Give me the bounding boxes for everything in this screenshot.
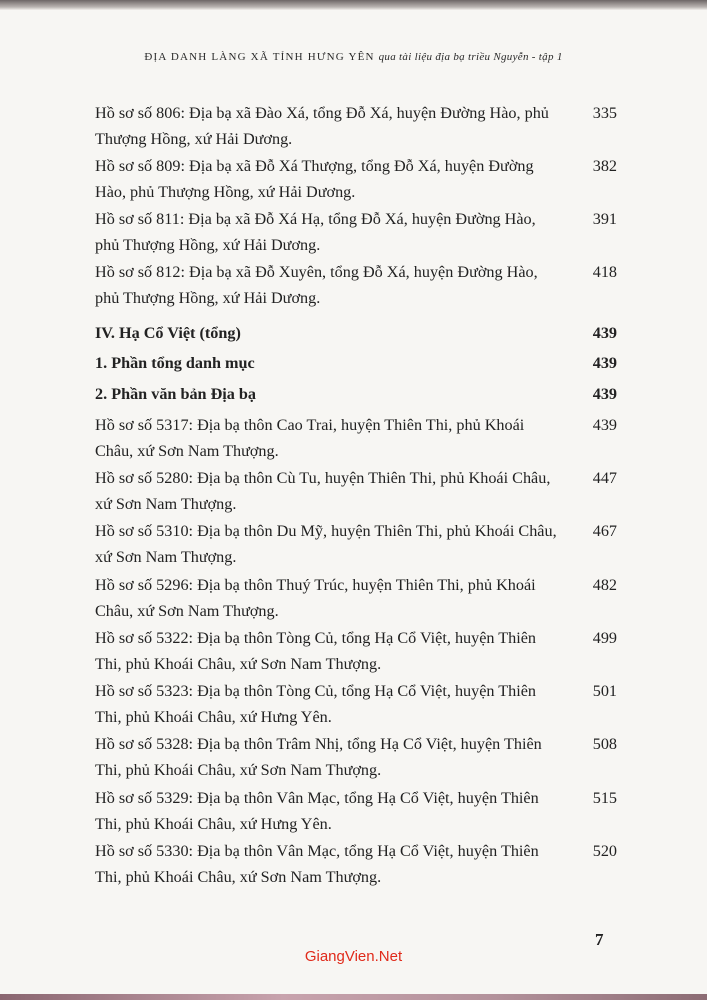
running-header [0, 51, 707, 63]
toc-entry-page: 439 [592, 354, 617, 372]
toc-entry-text: Hồ sơ số 5310: Địa bạ thôn Du Mỹ, huyện Thiên Thi, phủ Khoái Châu, xứ Sơn Nam Thượng. [95, 522, 557, 566]
toc-entry-page: 439 [592, 416, 617, 434]
toc-entry-text: Hồ sơ số 811: Địa bạ xã Đỗ Xá Hạ, tổng Đỗ Xá, huyện Đường Hào, phủ Thượng Hồng, xứ Hải Dương. [95, 210, 536, 254]
toc-entry-page: 439 [592, 385, 617, 403]
toc-entry-text: 1. Phần tổng danh mục [95, 354, 255, 372]
page-number: 7 [595, 930, 604, 949]
toc-entry-page: 391 [592, 210, 617, 228]
toc-entry-text: IV. Hạ Cổ Việt (tổng) [95, 324, 241, 342]
toc-entry-page: 382 [592, 157, 617, 175]
toc-entry-text: Hồ sơ số 5322: Địa bạ thôn Tòng Củ, tổng Hạ Cổ Việt, huyện Thiên Thi, phủ Khoái Châu, xứ Sơn Nam Thượng. [95, 629, 537, 673]
toc-entry-text: Hồ sơ số 809: Địa bạ xã Đỗ Xá Thượng, tổng Đỗ Xá, huyện Đường Hào, phủ Thượng Hồng, xứ Hải Dương. [95, 157, 534, 201]
toc-entry-page: 439 [592, 324, 617, 342]
toc-entry-text: Hồ sơ số 5317: Địa bạ thôn Cao Trai, huyện Thiên Thi, phủ Khoái Châu, xứ Sơn Nam Thượng. [95, 416, 525, 460]
toc-entry-text: 2. Phần văn bản Địa bạ [95, 385, 257, 403]
toc-entry-text: Hồ sơ số 5323: Địa bạ thôn Tòng Củ, tổng Hạ Cổ Việt, huyện Thiên Thi, phủ Khoái Châu, xứ Hưng Yên. [95, 682, 537, 726]
toc-entry-page: 418 [592, 263, 617, 281]
toc-entry-text: Hồ sơ số 5328: Địa bạ thôn Trâm Nhị, tổng Hạ Cổ Việt, huyện Thiên Thi, phủ Khoái Châu, xứ Sơn Nam Thượng. [95, 735, 542, 779]
toc-entry-page: 499 [592, 629, 617, 647]
page-bottom-edge [0, 994, 707, 1000]
watermark-text: GiangVien.Net [304, 948, 403, 965]
toc-entry-text: Hồ sơ số 812: Địa bạ xã Đỗ Xuyên, tổng Đỗ Xá, huyện Đường Hào, phủ Thượng Hồng, xứ Hải Dương. [95, 263, 538, 307]
toc-entry-page: 501 [592, 682, 617, 700]
toc-entry-page: 447 [592, 469, 617, 487]
toc-entry-page: 520 [592, 842, 617, 860]
toc-entry-text: Hồ sơ số 806: Địa bạ xã Đào Xá, tổng Đỗ Xá, huyện Đường Hào, phủ Thượng Hồng, xứ Hải Dương. [95, 104, 549, 148]
toc-entry-text: Hồ sơ số 5296: Địa bạ thôn Thuý Trúc, huyện Thiên Thi, phủ Khoái Châu, xứ Sơn Nam Thượng. [95, 576, 536, 620]
page-top-edge [0, 0, 707, 10]
toc-entry-text: Hồ sơ số 5329: Địa bạ thôn Vân Mạc, tổng Hạ Cổ Việt, huyện Thiên Thi, phủ Khoái Châu, xứ Hưng Yên. [95, 789, 539, 833]
toc-entry-page: 467 [592, 522, 617, 540]
toc-entry-page: 508 [592, 735, 617, 753]
toc-entry-text: Hồ sơ số 5280: Địa bạ thôn Cù Tu, huyện Thiên Thi, phủ Khoái Châu, xứ Sơn Nam Thượng. [95, 469, 551, 513]
header-subtitle: qua tài liệu địa bạ triều Nguyễn - tập 1 [378, 51, 563, 63]
header-title: ĐỊA DANH LÀNG XÃ TỈNH HƯNG YÊN [144, 51, 375, 63]
toc-entry-page: 515 [592, 789, 617, 807]
toc-entry-page: 482 [592, 576, 617, 594]
toc-entry-page: 335 [592, 104, 617, 122]
toc-entry-text: Hồ sơ số 5330: Địa bạ thôn Vân Mạc, tổng Hạ Cổ Việt, huyện Thiên Thi, phủ Khoái Châu, xứ Sơn Nam Thượng. [95, 842, 539, 886]
